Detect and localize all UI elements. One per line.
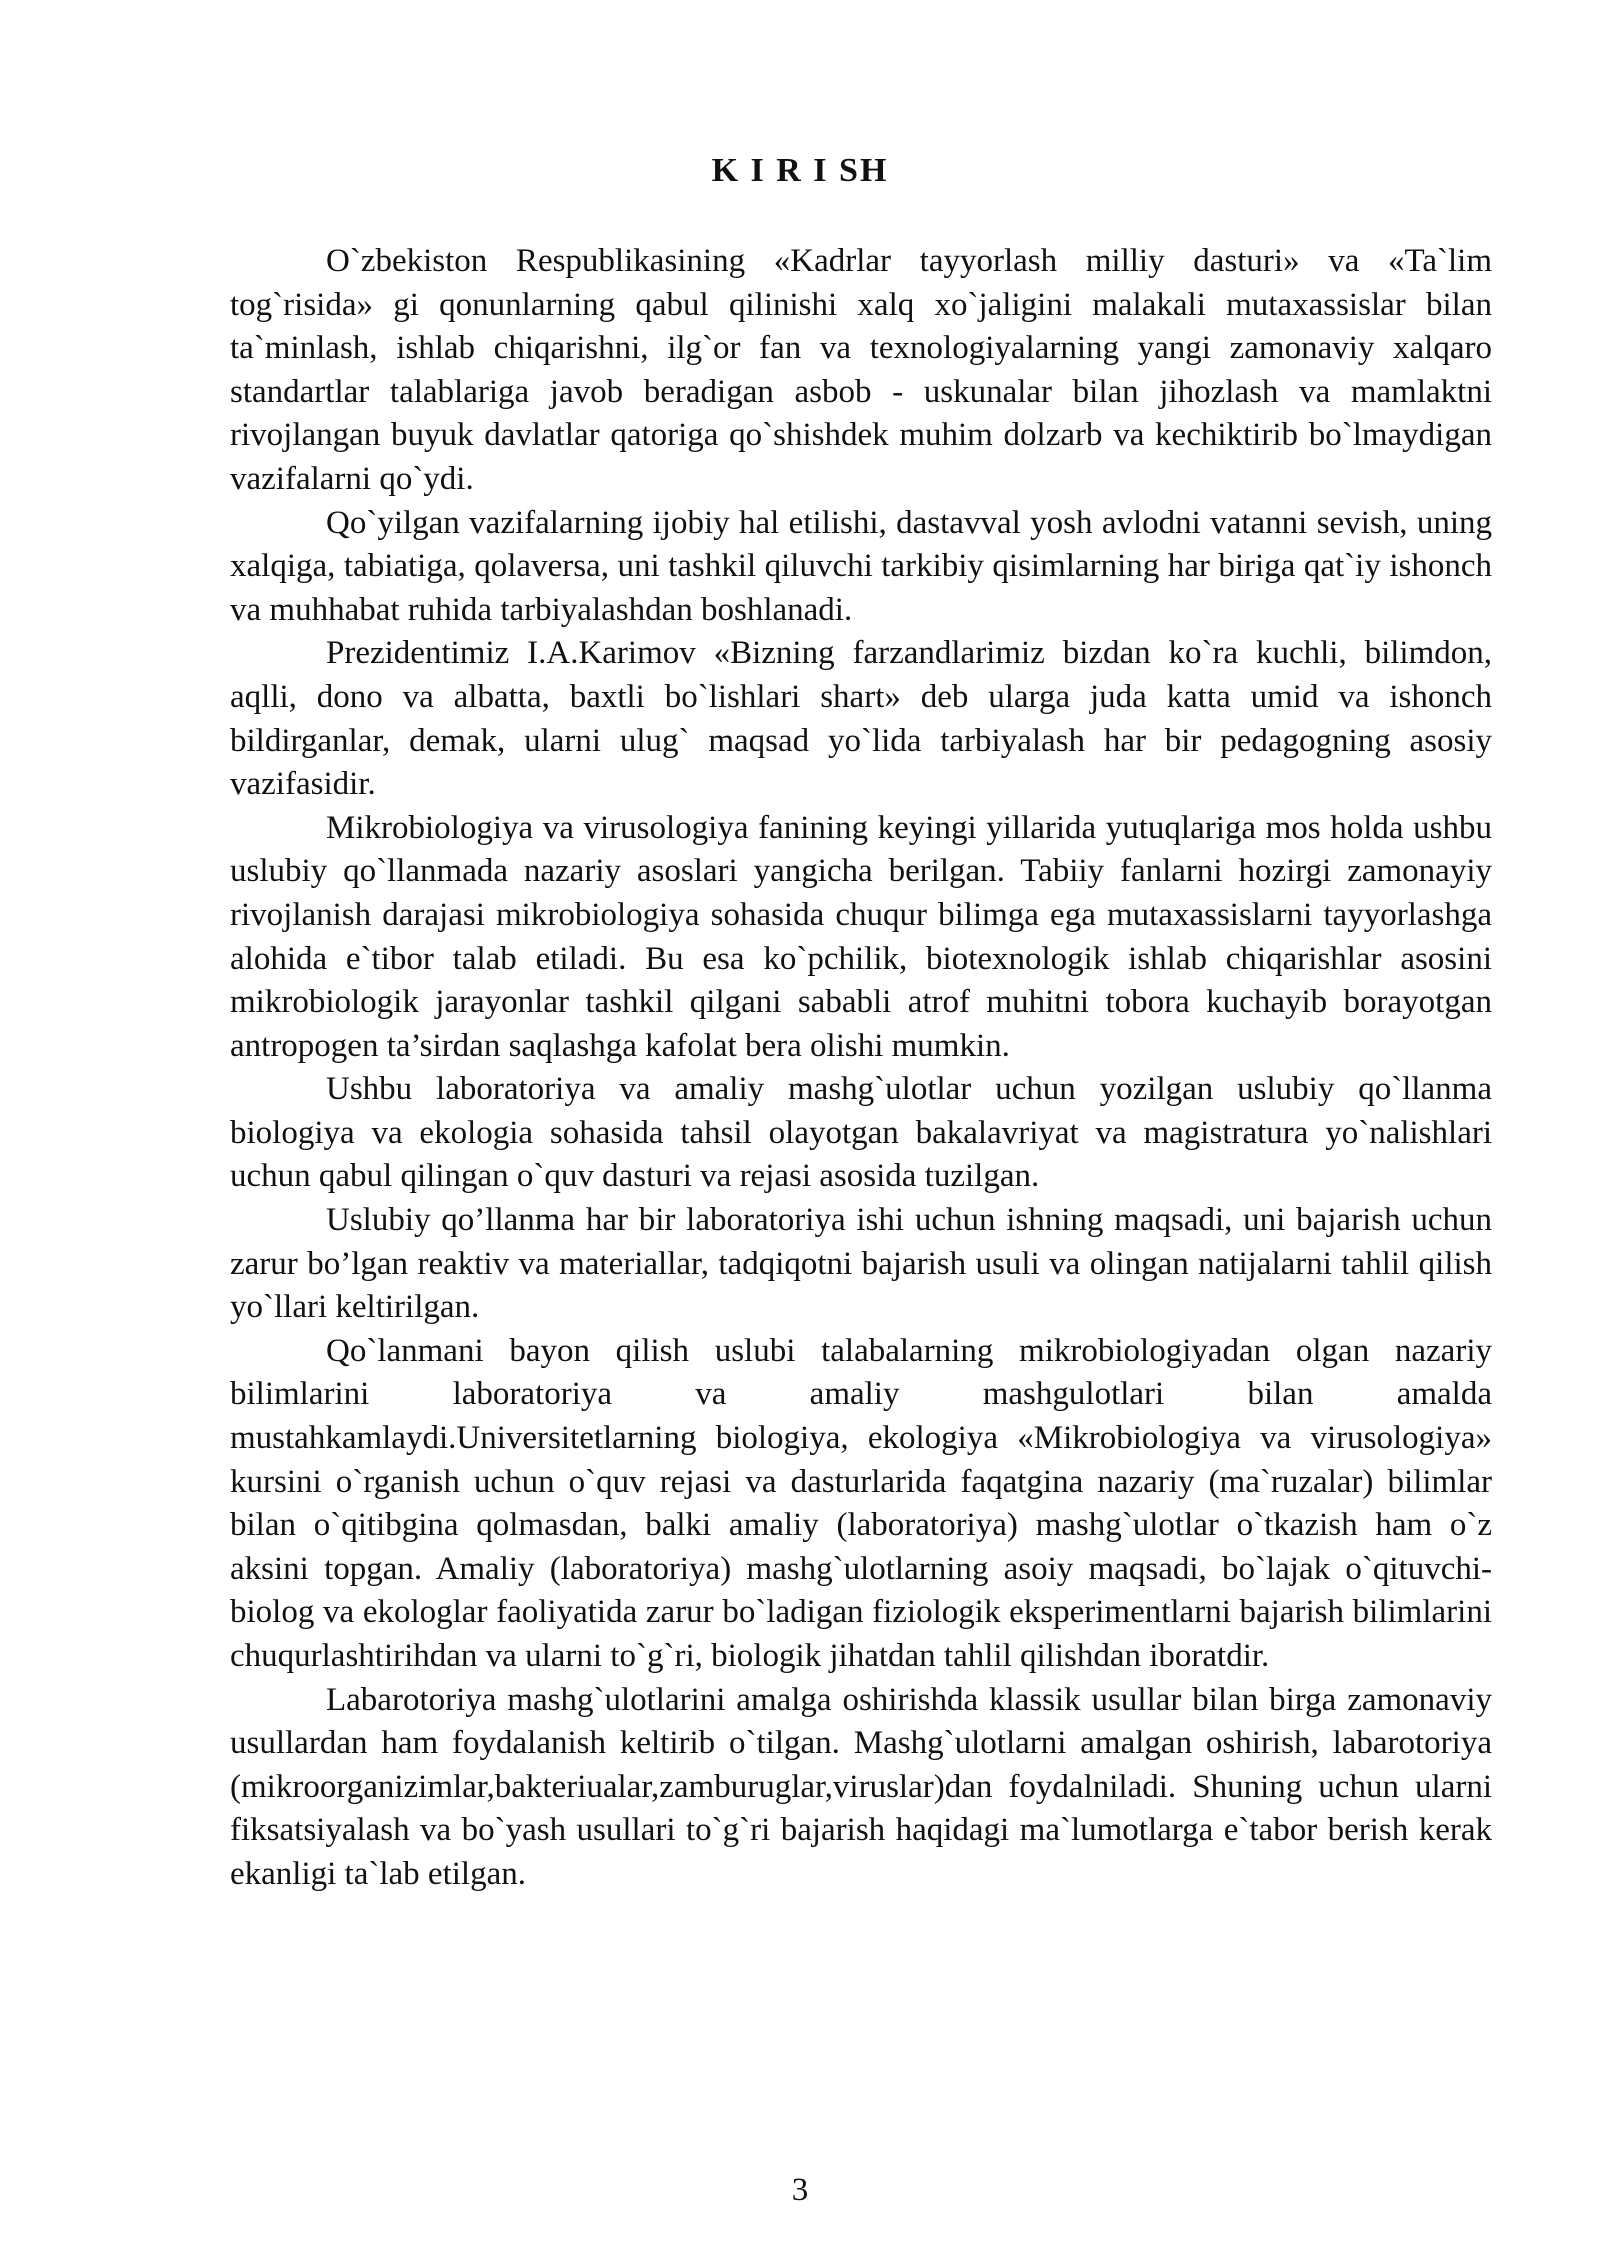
paragraph-8: Labarotoriya mashg`ulotlarini amalga oshirishda klassik usullar bilan birga zamonaviy usullardan ham foydalanish keltirib o`tilgan. Mashg`ulotlarni amalgan oshirish, labarotoriya (mikroorganizimlar,bakteriualar,zamburuglar,viruslar)dan foydalniladi. Shuning uchun ularni fiksatsiyalash va bo`yash usullari to`g`ri bajarish haqidagi ma`lumotlarga e`tabor berish kerak ekanligi ta`lab etilgan. [230, 1681, 1492, 1892]
paragraph-6: Uslubiy qo’llanma har bir laboratoriya ishi uchun ishning maqsadi, uni bajarish uchun zarur bo’lgan reaktiv va materiallar, tadqiqotni bajarish usuli va olingan natijalarni tahlil qilish yo`llari keltirilgan. [230, 1202, 1492, 1326]
page-title: K I R I SH [711, 152, 889, 189]
document-body [230, 240, 1492, 1897]
page-number: 3 [791, 2172, 809, 2208]
paragraph-5: Ushbu laboratoriya va amaliy mashg`ulotlar uchun yozilgan uslubiy qo`llanma biologiya va ekologia sohasida tahsil olayotgan bakalavriyat va magistratura yo`nalishlari uchun qabul qilingan o`quv dasturi va rejasi asosida tuzilgan. [230, 1071, 1492, 1195]
paragraph-3: Prezidentimiz I.A.Karimov «Bizning farzandlarimiz bizdan ko`ra kuchli, bilimdon, aqlli, dono va albatta, baxtli bo`lishlari shart» deb ularga juda katta umid va ishonch bildirganlar, demak, ularni ulug` maqsad yo`lida tarbiyalash har bir pedagogning asosiy vazifasidir. [230, 635, 1492, 803]
paragraph-4: Mikrobiologiya va virusologiya fanining keyingi yillarida yutuqlariga mos holda ushbu uslubiy qo`llanmada nazariy asoslari yangicha berilgan. Tabiiy fanlarni hozirgi zamonayiy rivojlanish darajasi mikrobiologiya sohasida chuqur bilimga ega mutaxassislarni tayyorlashga alohida e`tibor talab etiladi. Bu esa ko`pchilik, biotexnologik ishlab chiqarishlar asosini mikrobiologik jarayonlar tashkil qilgani sababli atrof muhitni tobora kuchayib borayotgan antropogen ta’sirdan saqlashga kafolat bera olishi mumkin. [230, 809, 1492, 1064]
paragraph-1: O`zbekiston Respublikasining «Kadrlar tayyorlash milliy dasturi» va «Ta`lim tog`risida» gi qonunlarning qabul qilinishi xalq xo`jaligini malakali mutaxassislar bilan ta`minlash, ishlab chiqarishni, ilg`or fan va texnologiyalarning yangi zamonaviy xalqaro standartlar talablariga javob beradigan asbob - uskunalar bilan jihozlash va mamlaktni rivojlangan buyuk davlatlar qatoriga qo`shishdek muhim dolzarb va kechiktirib bo`lmaydigan vazifalarni qo`ydi. [230, 243, 1492, 497]
paragraph-2: Qo`yilgan vazifalarning ijobiy hal etilishi, dastavval yosh avlodni vatanni sevish, uning xalqiga, tabiatiga, qolaversa, uni tashkil qiluvchi tarkibiy qisimlarning har biriga qat`iy ishonch va muhhabat ruhida tarbiyalashdan boshlanadi. [230, 504, 1492, 628]
paragraph-7: Qo`lanmani bayon qilish uslubi talabalarning mikrobiologiyadan olgan nazariy bilimlarini laboratoriya va amaliy mashgulotlari bilan amalda mustahkamlaydi.Universitetlarning biologiya, ekologiya «Mikrobiologiya va virusologiya» kursini o`rganish uchun o`quv rejasi va dasturlarida faqatgina nazariy (ma`ruzalar) bilimlar bilan o`qitibgina qolmasdan, balki amaliy (laboratoriya) mashg`ulotlar o`tkazish ham o`z aksini topgan. Amaliy (laboratoriya) mashg`ulotlarning asoiy maqsadi, bo`lajak o`qituvchi-biolog va ekologlar faoliyatida zarur bo`ladigan fiziologik eksperimentlarni bajarish bilimlarini chuqurlashtirihdan va ularni to`g`ri, biologik jihatdan tahlil qilishdan iboratdir. [230, 1332, 1492, 1674]
